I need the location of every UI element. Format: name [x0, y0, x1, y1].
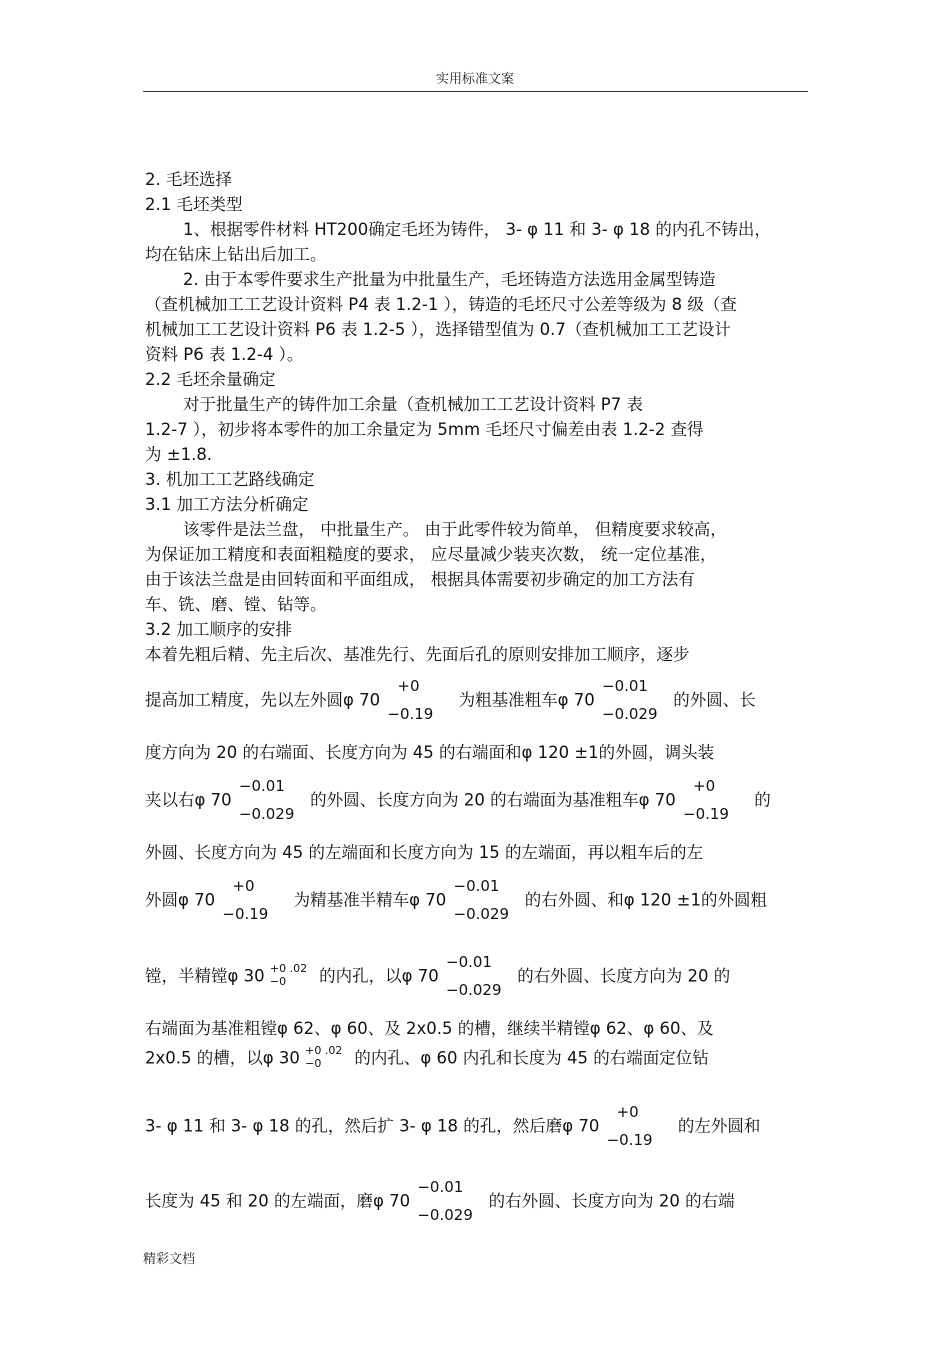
paragraph-line: 资料 P6 表 1.2-4 ）。	[145, 345, 304, 364]
tolerance-lower: −0.19	[606, 1131, 653, 1149]
text-run: 夹以右φ 70	[145, 790, 232, 810]
paragraph-line	[145, 877, 767, 925]
paragraph-line: 本着先粗后精、先主后次、基准先行、先面后孔的原则安排加工顺序，逐步	[145, 645, 690, 664]
tolerance-upper: +0 .02	[305, 1044, 343, 1057]
paragraph-line: 2. 由于本零件要求生产批量为中批量生产，毛坯铸造方法选用金属型铸造	[183, 270, 716, 289]
tolerance-stack	[222, 877, 286, 925]
page-header: 实用标准文案	[435, 72, 514, 87]
tolerance-lower: −0.029	[453, 905, 510, 923]
tolerance-upper: −0.01	[602, 677, 648, 695]
text-run: 为粗基准粗车φ 70	[458, 690, 595, 710]
text-run: 的外圆、长度方向为 20 的右端面为基准粗车φ 70	[310, 790, 676, 810]
paragraph-line	[145, 953, 730, 1001]
paragraph-line	[145, 777, 771, 825]
tolerance-upper: −0.01	[453, 877, 500, 895]
tolerance-stack-small	[305, 1045, 345, 1073]
paragraph-line: 车、铣、磨、镗、钻等。	[145, 595, 327, 614]
paragraph-line: 对于批量生产的铸件加工余量（查机械加工工艺设计资料 P7 表	[183, 395, 643, 414]
text-run: 提高加工精度，先以左外圆φ 70	[145, 690, 381, 710]
paragraph-line: 外圆、长度方向为 45 的左端面和长度方向为 15 的左端面，再以粗车后的左	[145, 843, 703, 862]
paragraph-line: 该零件是法兰盘， 中批量生产。 由于此零件较为简单， 但精度要求较高，	[183, 520, 727, 539]
tolerance-lower: −0.19	[683, 805, 729, 823]
section-3-1-title: 3.1 加工方法分析确定	[145, 495, 309, 514]
paragraph-line	[145, 1178, 735, 1226]
tolerance-lower: −0.029	[602, 705, 658, 723]
paragraph-line: 均在钻床上钻出后加工。	[145, 245, 327, 264]
text-run: 的右外圆、长度方向为 20 的右端	[488, 1191, 735, 1211]
section-2-2-title: 2.2 毛坯余量确定	[145, 370, 276, 389]
tolerance-lower: −0.19	[387, 705, 434, 723]
text-run: 的右外圆、和φ 120 ±1的外圆粗	[524, 890, 767, 910]
tolerance-stack-small	[270, 963, 310, 991]
tolerance-lower: −0.029	[446, 981, 502, 999]
tolerance-upper: −0.01	[238, 777, 285, 795]
tolerance-stack	[387, 677, 451, 725]
tolerance-upper: +0	[616, 1103, 639, 1121]
paragraph-line: 由于该法兰盘是由回转面和平面组成， 根据具体需要初步确定的加工方法有	[145, 570, 695, 589]
paragraph-line: 为 ±1.8.	[145, 445, 213, 464]
section-2-1-title: 2.1 毛坯类型	[145, 195, 243, 214]
text-run: 长度为 45 和 20 的左端面，磨φ 70	[145, 1191, 411, 1211]
section-2-title: 2. 毛坯选择	[145, 170, 232, 189]
tolerance-stack	[454, 877, 518, 925]
text-run: 外圆φ 70	[145, 890, 216, 910]
paragraph-line: 度方向为 20 的右端面、长度方向为 45 的右端面和φ 120 ±1的外圆，调头装	[145, 743, 715, 762]
paragraph-line: 为保证加工精度和表面粗糙度的要求， 应尽量减少装夹次数， 统一定位基准，	[145, 545, 717, 564]
text-run: 2x0.5 的槽，以φ 30	[145, 1048, 300, 1068]
tolerance-stack	[446, 953, 510, 1001]
text-run: 的内孔，以φ 70	[319, 966, 439, 986]
tolerance-stack	[607, 1103, 671, 1151]
tolerance-upper: −0.01	[446, 953, 492, 971]
section-3-2-title: 3.2 加工顺序的安排	[145, 620, 292, 639]
header-divider	[143, 91, 808, 92]
text-run: 镗，半精镗φ 30	[145, 966, 265, 986]
text-run: 的内孔、φ 60 内孔和长度为 45 的右端面定位钻	[354, 1048, 709, 1068]
text-run: 的	[754, 790, 771, 810]
tolerance-lower: −0	[269, 975, 287, 988]
tolerance-upper: +0	[397, 677, 420, 695]
tolerance-stack	[239, 777, 303, 825]
tolerance-lower: −0.029	[417, 1206, 473, 1224]
paragraph-line: 1、根据零件材料 HT200确定毛坯为铸件， 3- φ 11 和 3- φ 18 的内孔不铸出，	[183, 220, 771, 239]
tolerance-lower: −0	[305, 1057, 322, 1070]
tolerance-stack	[683, 777, 747, 825]
paragraph-line: （查机械加工工艺设计资料 P4 表 1.2-1 ），铸造的毛坯尺寸公差等级为 8 级（查	[145, 295, 737, 314]
paragraph-line: 机械加工工艺设计资料 P6 表 1.2-5 ），选择错型值为 0.7（查机械加工工艺设计	[145, 320, 731, 339]
paragraph-line	[145, 1045, 709, 1073]
paragraph-line	[145, 1103, 760, 1151]
section-3-title: 3. 机加工工艺路线确定	[145, 470, 315, 489]
text-run: 为精基准半精车φ 70	[293, 890, 447, 910]
tolerance-stack	[417, 1178, 481, 1226]
tolerance-lower: −0.029	[238, 805, 295, 823]
text-run: 的左外圆和	[677, 1116, 761, 1136]
text-run: 3- φ 11 和 3- φ 18 的孔，然后扩 3- φ 18 的孔，然后磨φ 70	[145, 1116, 600, 1136]
page-footer: 精彩文档	[143, 1252, 196, 1267]
tolerance-upper: +0	[693, 777, 716, 795]
text-run: 的外圆、长	[673, 690, 756, 710]
text-run: 的右外圆、长度方向为 20 的	[517, 966, 731, 986]
tolerance-upper: +0	[232, 877, 255, 895]
paragraph-line	[145, 677, 756, 725]
paragraph-line: 1.2-7 ），初步将本零件的加工余量定为 5mm 毛坯尺寸偏差由表 1.2-2 查得	[145, 420, 704, 439]
tolerance-upper: −0.01	[417, 1178, 464, 1196]
tolerance-upper: +0 .02	[269, 962, 308, 975]
paragraph-line: 右端面为基准粗镗φ 62、φ 60、及 2x0.5 的槽，继续半精镗φ 62、φ 60、及	[145, 1019, 714, 1038]
tolerance-lower: −0.19	[222, 905, 269, 923]
tolerance-stack	[602, 677, 666, 725]
